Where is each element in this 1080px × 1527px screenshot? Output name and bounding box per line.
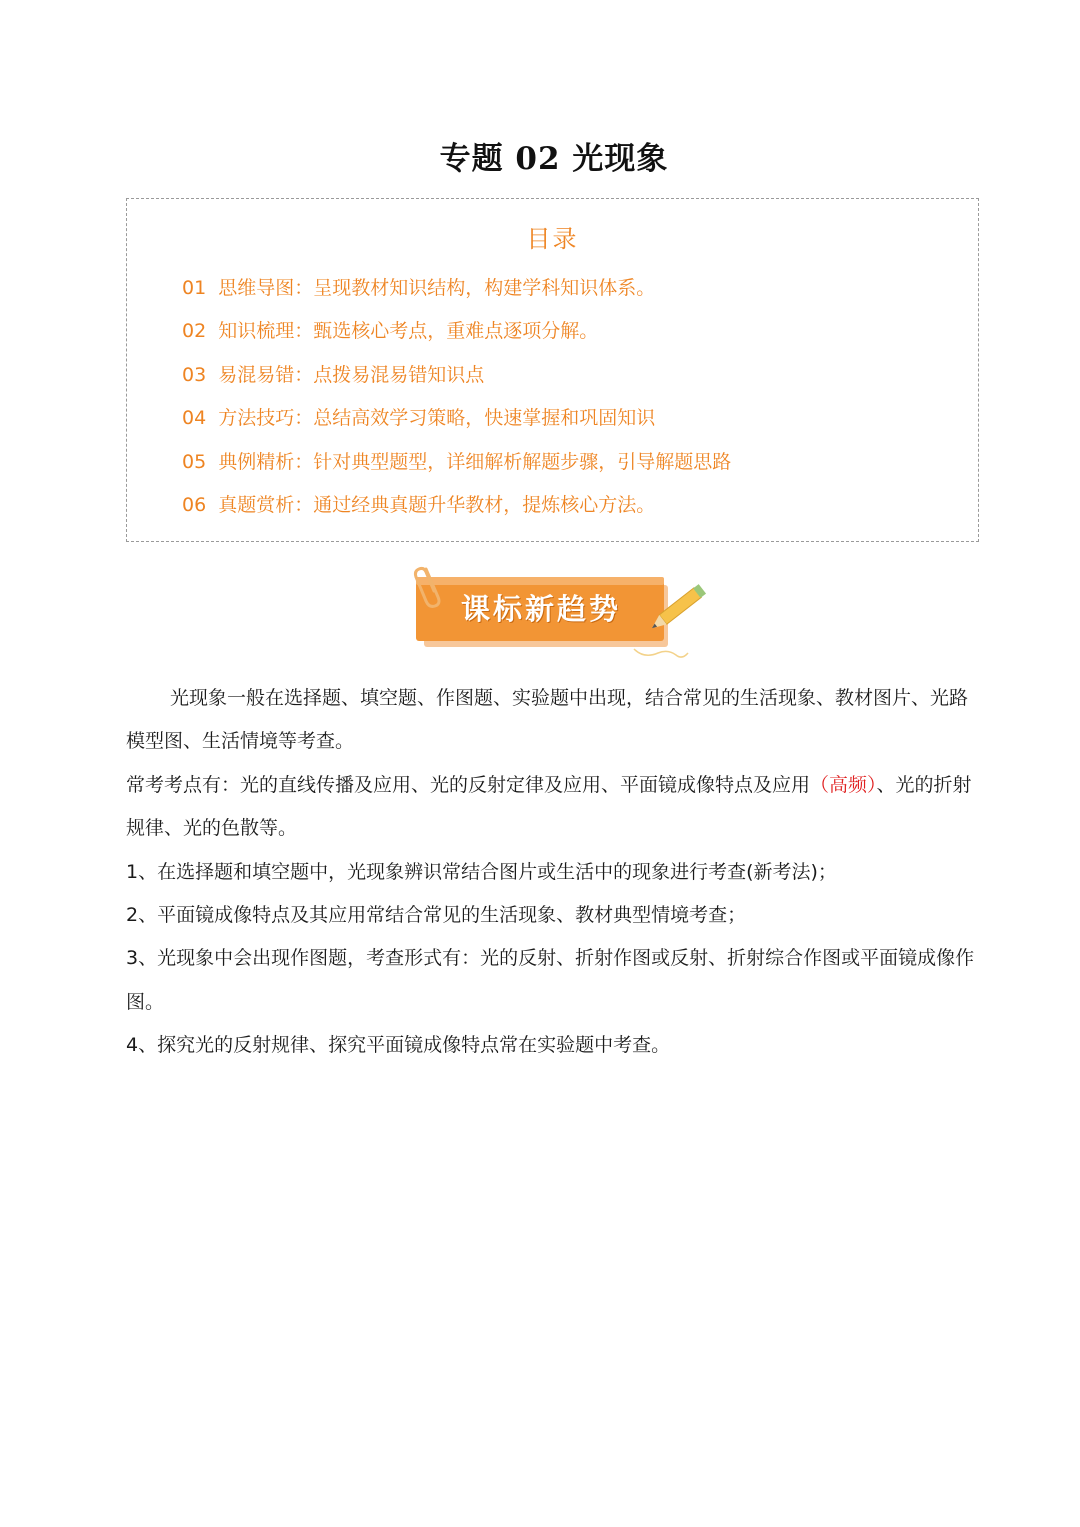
toc-item-text: 思维导图：呈现教材知识结构，构建学科知识体系。 [218, 277, 656, 299]
pencil-trace [634, 649, 688, 657]
toc-item[interactable] [182, 267, 731, 310]
toc-item-text: 方法技巧：总结高效学习策略，快速掌握和巩固知识 [218, 407, 656, 430]
point-item: 3、光现象中会出现作图题，考查形式有：光的反射、折射作图或反射、折射综合作图或平面镜成像作图。 [126, 947, 975, 1013]
toc-item[interactable] [182, 397, 731, 440]
common-points-prefix: 常考考点有：光的直线传播及应用、光的反射定律及应用、平面镜成像特点及应用 [126, 773, 811, 796]
common-points-paragraph [126, 764, 986, 851]
toc-item[interactable] [182, 310, 731, 353]
toc-item-number: 04 [182, 407, 207, 430]
toc-item-text: 知识梳理：甄选核心考点，重难点逐项分解。 [218, 320, 599, 343]
toc-item-number: 02 [182, 320, 207, 343]
toc-heading: 目录 [526, 225, 579, 253]
high-frequency-tag: （高频） [810, 773, 877, 796]
toc-item[interactable] [182, 354, 731, 397]
toc-item-number: 03 [182, 363, 207, 386]
common-points-suffix: 、光的折射规律、光的色散等。 [126, 773, 972, 840]
point-item: 4、探究光的反射规律、探究平面镜成像特点常在实验题中考查。 [126, 1034, 671, 1057]
toc-item[interactable] [182, 484, 731, 527]
toc-item-text: 易混易错：点拨易混易错知识点 [218, 363, 485, 386]
toc-item-number: 01 [182, 277, 207, 299]
toc-item-number: 05 [182, 450, 207, 473]
intro-paragraph: 光现象一般在选择题、填空题、作图题、实验题中出现，结合常见的生活现象、教材图片、光路模型图、生活情境等考查。 [126, 687, 969, 753]
banner-label: 课标新趋势 [460, 592, 621, 626]
toc-item[interactable] [182, 441, 731, 484]
toc-item-text: 典例精析：针对典型题型，详细解析解题步骤，引导解题思路 [218, 450, 732, 473]
page-title: 专题 02 光现象 [439, 141, 669, 177]
toc-list [182, 267, 731, 527]
content-body [126, 677, 986, 1068]
section-banner [412, 563, 712, 663]
point-item: 1、在选择题和填空题中，光现象辨识常结合图片或生活中的现象进行考查(新考法)； [126, 860, 837, 883]
point-item: 2、平面镜成像特点及其应用常结合常见的生活现象、教材典型情境考查； [126, 904, 747, 927]
toc-item-text: 真题赏析：通过经典真题升华教材，提炼核心方法。 [218, 493, 656, 516]
toc-item-number: 06 [182, 493, 207, 516]
table-of-contents [126, 198, 979, 542]
